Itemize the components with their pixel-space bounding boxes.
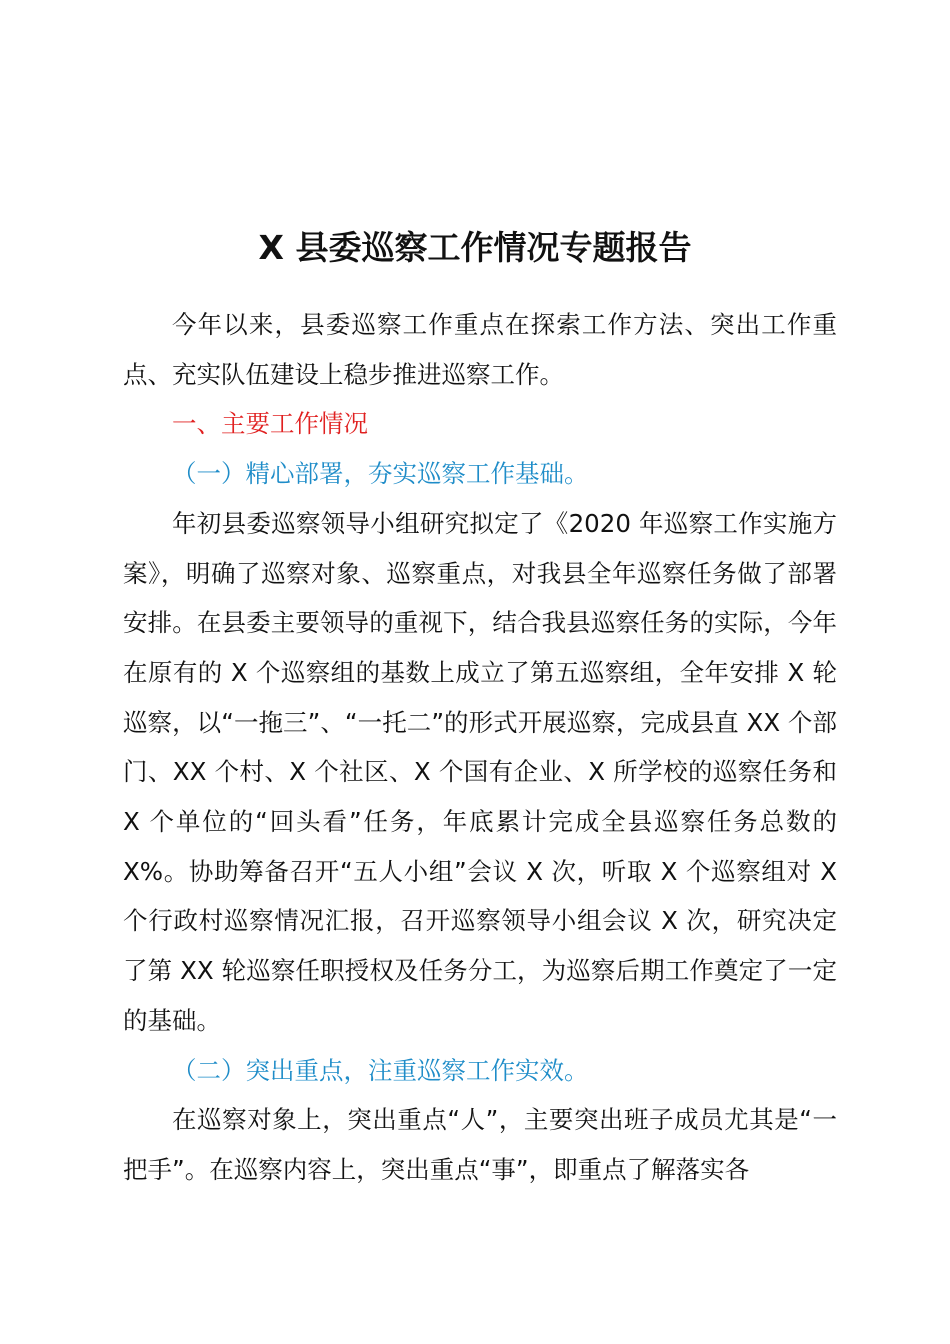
deployment-paragraph: 年初县委巡察领导小组研究拟定了《2020 年巡察工作实施方案》，明确了巡察对象、巡察重点，对我县全年巡察任务做了部署安排。在县委主要领导的重视下，结合我县巡察任务的实际，今年在原有的 X 个巡察组的基数上成立了第五巡察组，全年安排 X 轮巡察，以“一拖三”、“一托二”的形式开展巡察，完成县直 XX 个部门、XX 个村、X 个社区、X 个国有企业、X 所学校的巡察任务和 X 个单位的“回头看”任务，年底累计完成全县巡察任务总数的 X%。协助筹备召开“五人小组”会议 X 次，听取 X 个巡察组对 X 个行政村巡察情况汇报，召开巡察领导小组会议 X 次，研究决定了第 XX 轮巡察任职授权及任务分工，为巡察后期工作奠定了一定的基础。 [123, 508, 837, 1035]
focus-paragraph: 在巡察对象上，突出重点“人”，主要突出班子成员尤其是“一把手”。在巡察内容上，突出重点“事”，即重点了解落实各 [123, 1105, 837, 1184]
document-body [123, 300, 837, 1195]
intro-paragraph: 今年以来，县委巡察工作重点在探索工作方法、突出工作重点、充实队伍建设上稳步推进巡察工作。 [123, 310, 837, 389]
section-heading-main-work: 一、主要工作情况 [172, 409, 368, 439]
document-title: X 县委巡察工作情况专题报告 [258, 228, 692, 267]
subsection-heading-deployment: （一）精心部署，夯实巡察工作基础。 [172, 459, 589, 489]
subsection-heading-focus: （二）突出重点，注重巡察工作实效。 [172, 1055, 589, 1085]
